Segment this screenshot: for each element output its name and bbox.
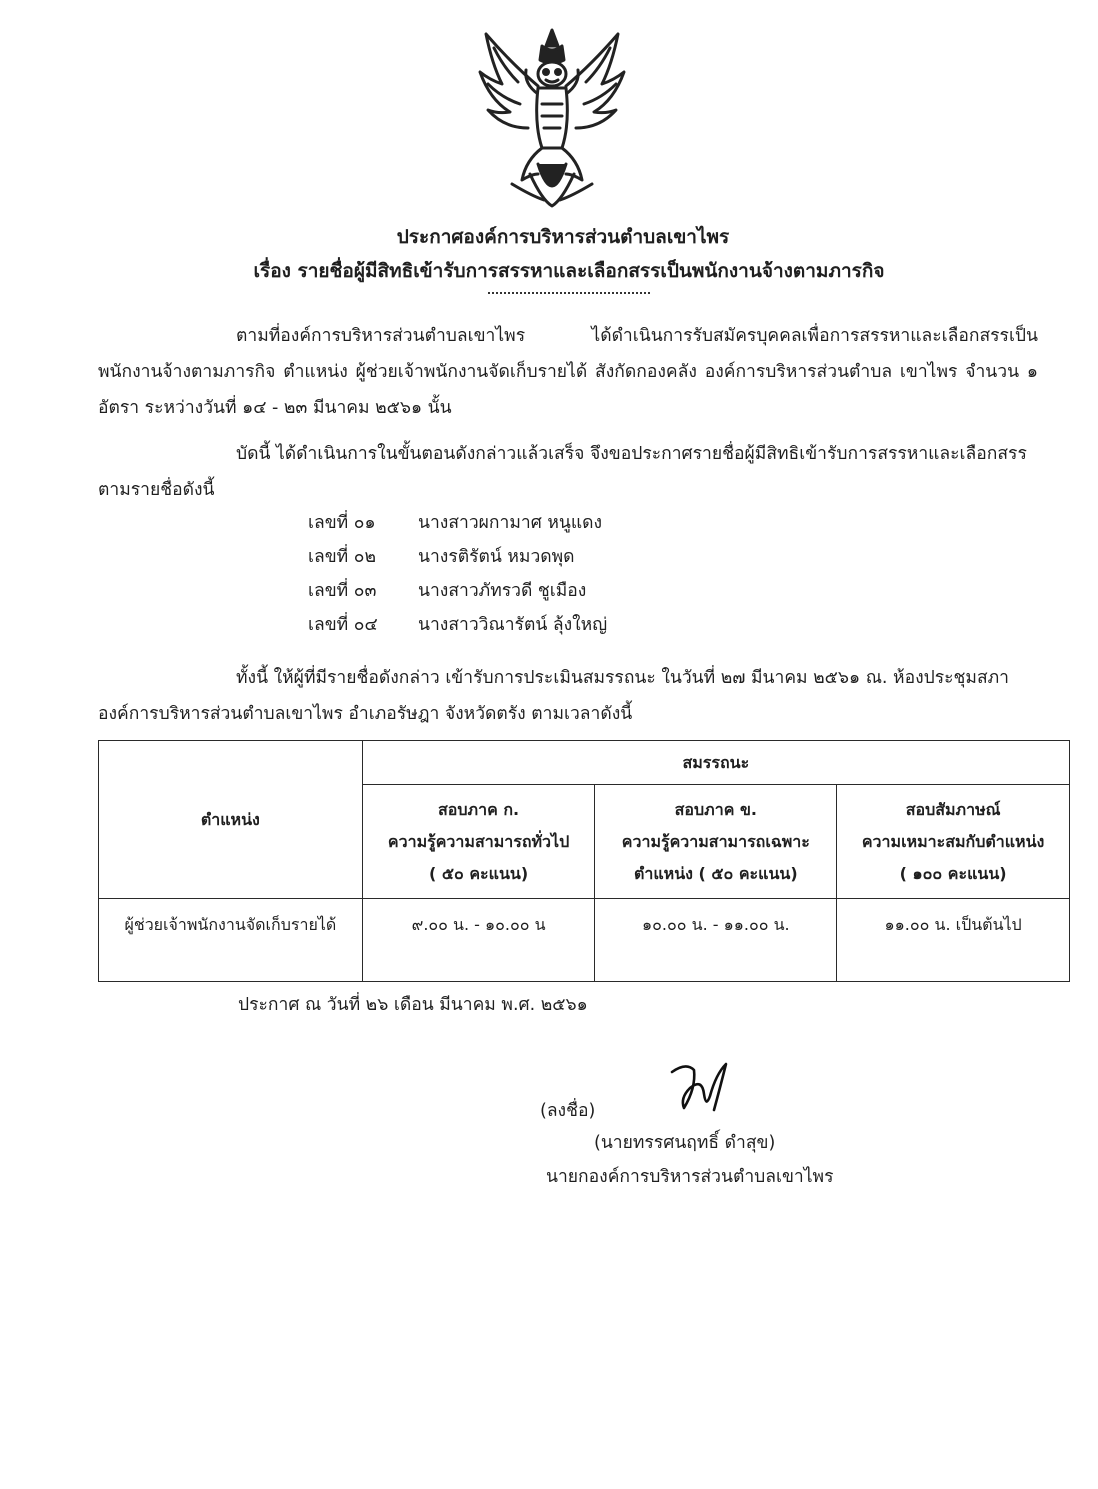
garuda-emblem-icon xyxy=(472,24,632,210)
time-interview-cell: ๑๑.๐๐ น. เป็นต้นไป xyxy=(837,899,1070,982)
exam-part-a-header xyxy=(362,785,595,899)
interview-title: สอบสัมภาษณ์ xyxy=(905,799,1001,819)
exam-b-score: ตำแหน่ง ( ๕๐ คะแนน) xyxy=(633,863,798,883)
paragraph-assessment: ทั้งนี้ ให้ผู้ที่มีรายชื่อดังกล่าว เข้ารับการประเมินสมรรถนะ ในวันที่ ๒๗ มีนาคม ๒๕๖๑ ณ. ห้องประชุมสภาองค์การบริหารส่วนตำบลเขาไพร อำเภอรัษฎา จังหวัดตรัง ตามเวลาดังนี้ xyxy=(98,668,1010,724)
candidate-number: เลขที่ ๐๓ xyxy=(308,581,377,601)
interview-header xyxy=(837,785,1070,899)
candidate-list xyxy=(308,508,607,644)
position-header: ตำแหน่ง xyxy=(99,741,363,899)
interview-desc: ความเหมาะสมกับตำแหน่ง xyxy=(861,831,1045,851)
candidate-name: นางสาววิณารัตน์ ลุ้งใหญ่ xyxy=(418,615,608,635)
signature-label: (ลงชื่อ) xyxy=(540,1101,596,1121)
exam-a-desc: ความรู้ความสามารถทั่วไป xyxy=(387,831,570,851)
interview-score: ( ๑๐๐ คะแนน) xyxy=(899,863,1007,883)
exam-part-b-header xyxy=(595,785,837,899)
announcement-date: ประกาศ ณ วันที่ ๒๖ เดือน มีนาคม พ.ศ. ๒๕๖๑ xyxy=(238,995,588,1015)
announcement-subject: เรื่อง รายชื่อผู้มีสิทธิเข้ารับการสรรหาและเลือกสรรเป็นพนักงานจ้างตามภารกิจ xyxy=(253,260,885,282)
time-exam-b-cell: ๑๐.๐๐ น. - ๑๑.๐๐ น. xyxy=(595,899,837,982)
exam-b-desc: ความรู้ความสามารถเฉพาะ xyxy=(621,831,810,851)
table-row xyxy=(99,899,1070,982)
list-item xyxy=(308,508,607,542)
paragraph-announcement: บัดนี้ ได้ดำเนินการในขั้นตอนดังกล่าวแล้วเสร็จ จึงขอประกาศรายชื่อผู้มีสิทธิเข้ารับการสรรหาและเลือกสรร ตามรายชื่อดังนี้ xyxy=(98,444,1027,500)
candidate-name: นางสาวผกามาศ หนูแดง xyxy=(418,513,603,533)
exam-b-title: สอบภาค ข. xyxy=(674,799,757,819)
schedule-table xyxy=(98,740,1070,982)
list-item xyxy=(308,542,607,576)
time-exam-a-cell: ๙.๐๐ น. - ๑๐.๐๐ น xyxy=(362,899,595,982)
dotted-divider xyxy=(488,292,650,294)
list-item xyxy=(308,610,607,644)
candidate-name: นางสาวภัทรวดี ชูเมือง xyxy=(418,581,587,601)
candidate-number: เลขที่ ๐๔ xyxy=(308,615,378,635)
list-item xyxy=(308,576,607,610)
signer-name: (นายทรรศนฤทธิ์ ดำสุข) xyxy=(594,1133,776,1153)
competency-header: สมรรถนะ xyxy=(362,741,1069,785)
candidate-number: เลขที่ ๐๒ xyxy=(308,547,376,567)
candidate-number: เลขที่ ๐๑ xyxy=(308,513,376,533)
exam-a-score: ( ๕๐ คะแนน) xyxy=(429,863,529,883)
announcement-title: ประกาศองค์การบริหารส่วนตำบลเขาไพร xyxy=(396,226,730,248)
paragraph-intro: ตามที่องค์การบริหารส่วนตำบลเขาไพร ได้ดำเนินการรับสมัครบุคคลเพื่อการสรรหาและเลือกสรรเป็นพนักงานจ้างตามภารกิจ ตำแหน่ง ผู้ช่วยเจ้าพนักงานจัดเก็บรายได้ สังกัดกองคลัง องค์การบริหารส่วนตำบล เขาไพร จำนวน ๑ อัตรา ระหว่างวันที่ ๑๔ - ๒๓ มีนาคม ๒๕๖๑ นั้น xyxy=(98,326,1038,418)
candidate-name: นางรติรัตน์ หมวดพุด xyxy=(418,547,575,567)
exam-a-title: สอบภาค ก. xyxy=(438,799,520,819)
signer-position: นายกองค์การบริหารส่วนตำบลเขาไพร xyxy=(546,1167,834,1187)
position-cell: ผู้ช่วยเจ้าพนักงานจัดเก็บรายได้ xyxy=(99,899,363,982)
handwritten-signature xyxy=(668,1058,738,1116)
